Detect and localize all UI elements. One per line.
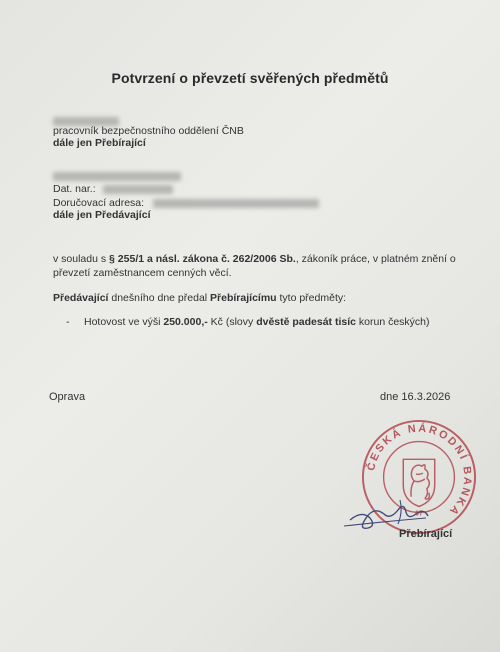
stamp-text: ČESKÁ NÁRODNÍ BANKA bbox=[365, 422, 474, 519]
receiver-alias-line bbox=[53, 137, 146, 149]
receiver-role: pracovník bezpečnostního oddělení ČNB bbox=[53, 125, 244, 137]
item-words: dvěstě padesát tisíc bbox=[256, 316, 356, 328]
address-line bbox=[53, 197, 319, 209]
handover-end: tyto předměty: bbox=[276, 292, 347, 304]
item-end: korun českých) bbox=[355, 316, 430, 328]
handover-middle: dnešního dne předal bbox=[108, 292, 211, 304]
dob-label: Dat. nar.: bbox=[53, 183, 96, 195]
deliverer-alias-line bbox=[53, 209, 150, 221]
receiver-alias: Přebírající bbox=[95, 137, 146, 149]
dob-line bbox=[53, 183, 173, 195]
signature-label: Přebírající bbox=[399, 528, 453, 540]
deliverer-alias-prefix: dále jen bbox=[53, 209, 93, 221]
deliverer-alias: Předávající bbox=[95, 209, 151, 221]
address-label: Doručovací adresa: bbox=[53, 197, 145, 209]
stamp-number: 07 bbox=[415, 510, 423, 518]
legal-prefix: v souladu s bbox=[53, 253, 107, 265]
handover-subject: Předávající bbox=[53, 292, 109, 304]
handover-object: Přebírajícímu bbox=[210, 292, 277, 304]
document-title: Potvrzení o převzetí svěřených předmětů bbox=[111, 70, 389, 86]
legal-line2: převzetí zaměstnancem cenných věcí. bbox=[53, 267, 232, 279]
item-middle: Kč (slovy bbox=[207, 316, 257, 328]
redacted-address bbox=[153, 199, 319, 208]
item-line bbox=[84, 316, 430, 328]
place: Oprava bbox=[49, 391, 86, 403]
receiver-alias-prefix: dále jen bbox=[53, 137, 93, 149]
date: dne 16.3.2026 bbox=[380, 391, 451, 403]
legal-law: § 255/1 a násl. zákona č. 262/2006 Sb. bbox=[109, 253, 296, 265]
redacted-dob bbox=[103, 185, 173, 194]
legal-suffix: , zákoník práce, v platném znění o bbox=[295, 253, 456, 265]
item-bullet: - bbox=[66, 316, 70, 328]
handover-sentence bbox=[53, 292, 346, 304]
redacted-deliverer-name bbox=[53, 170, 181, 182]
item-amount: 250.000,- bbox=[163, 316, 208, 328]
item-prefix: Hotovost ve výši bbox=[84, 316, 164, 328]
legal-paragraph bbox=[53, 252, 483, 280]
